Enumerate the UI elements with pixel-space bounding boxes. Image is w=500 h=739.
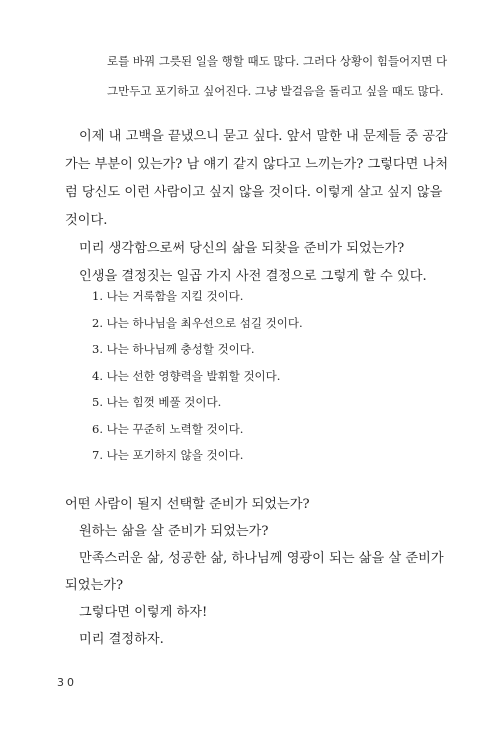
closing-line-2: 미리 결정하자. — [79, 632, 164, 647]
list-item: 2. 나는 하나님을 최우선으로 섬길 것이다. — [92, 315, 303, 330]
list-item: 1. 나는 거룩함을 지킬 것이다. — [92, 289, 244, 303]
closing-line-1: 그렇다면 이렇게 하자! — [79, 605, 208, 620]
paragraph-ready-question: 미리 생각함으로써 당신의 삶을 되찾을 준비가 되었는가? — [79, 241, 405, 256]
closing-question-2: 원하는 삶을 살 준비가 되었는가? — [79, 524, 269, 539]
list-item: 7. 나는 포기하지 않을 것이다. — [92, 448, 244, 462]
list-item: 5. 나는 힘껏 베풀 것이다. — [92, 395, 222, 409]
paragraph-seven-decisions: 인생을 결정짓는 일곱 가지 사전 결정으로 그렇게 할 수 있다. — [79, 269, 427, 284]
list-item: 6. 나는 꾸준히 노력할 것이다. — [92, 421, 244, 436]
body-text — [65, 123, 450, 291]
decisions-list — [92, 283, 303, 469]
list-item: 4. 나는 선한 영향력을 발휘할 것이다. — [92, 368, 281, 383]
list-item: 3. 나는 하나님께 충성할 것이다. — [92, 342, 255, 356]
closing-question-3: 만족스러운 삶, 성공한 삶, 하나님께 영광이 되는 삶을 살 준비가 되었는가? — [65, 551, 444, 593]
quote-line: 로를 바꿔 그릇된 일을 행할 때도 많다. 그러다 상황이 힘들어지면 다 — [107, 54, 448, 68]
closing-question-1: 어떤 사람이 될지 선택할 준비가 되었는가? — [65, 497, 310, 512]
closing-text — [65, 491, 450, 653]
quote-line: 그만두고 포기하고 싶어진다. 그냥 발걸음을 돌리고 싶을 때도 많다. — [107, 84, 444, 98]
paragraph-confession: 이제 내 고백을 끝냈으니 묻고 싶다. 앞서 말한 내 문제들 중 공감 가는 부분이 있는가? 남 얘기 같지 않다고 느끼는가? 그렇다면 나처럼 당신도 이런 사람이고 싶지 않을 것이다. 이렇게 살고 싶지 않을 것이다. — [65, 129, 449, 228]
page-number: 30 — [57, 676, 77, 689]
quote-block — [107, 46, 447, 106]
